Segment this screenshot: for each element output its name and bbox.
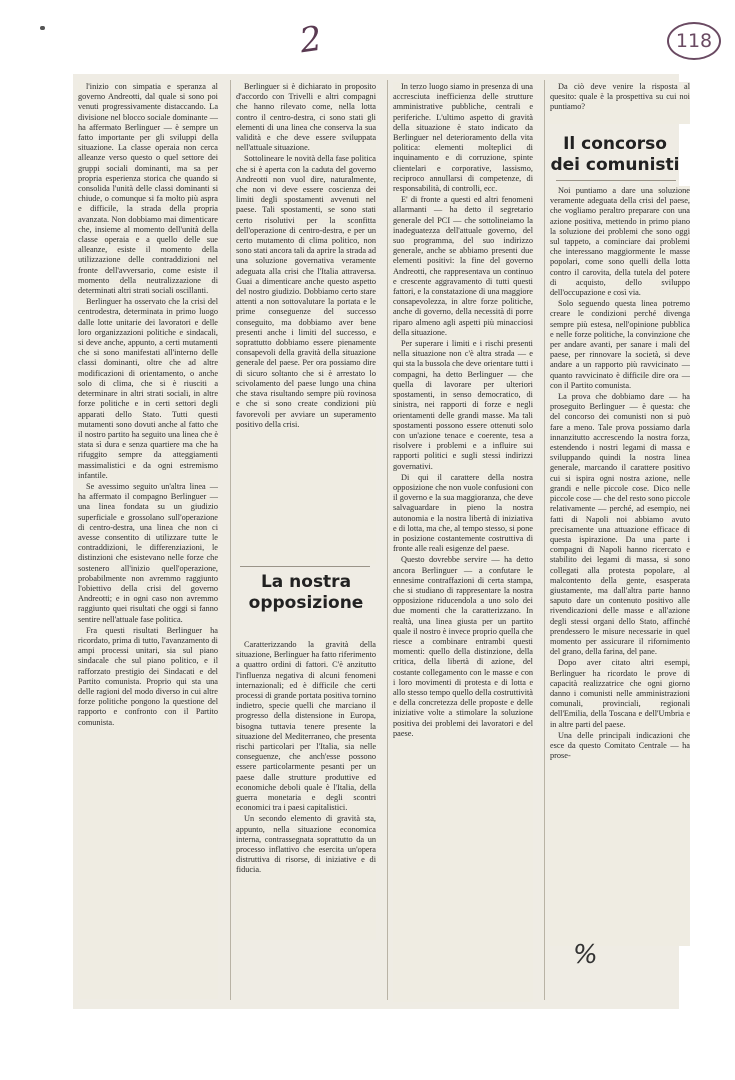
paragraph: Da ciò deve venire la risposta al quesito: quale è la prospettiva su cui noi puntiamo? bbox=[550, 82, 690, 112]
paragraph: Un secondo elemento di gravità sta, appunto, nella situazione economica interna, contrassegnata soprattutto da un processo inflattivo che esercita un'opera distruttiva di risorse, di iniziative e di fiducia. bbox=[236, 814, 376, 875]
heading-rule bbox=[240, 566, 370, 567]
paragraph: Per superare i limiti e i rischi presenti nella situazione non c'è altra strada — e qui sta la bussola che deve orientare tutti i compagni, ha detto Berlinguer — che quella di lavorare per ulteriori spostamenti, in senso democratico, di sinistra, nei rapporti di forze e negli orientamenti delle grandi masse. Ma tali spostamenti possono essere ottenuti solo con un'azione tenace e coerente, tesa a risolvere i problemi e a influire sui rapporti politici e sugli stessi indirizzi governativi. bbox=[393, 339, 533, 471]
paragraph: La prova che dobbiamo dare — ha proseguito Berlinguer — è questa: che del concorso dei comunisti non si può fare a meno. Tale prova possiamo darla innanzitutto accrescendo la nostra forza, estendendo i nostri legami di massa e sviluppando quindi la nostra linea generale, marcando il carattere positivo cui si ispira ogni nostra azione, nelle grandi e nelle piccole cose. Dico nelle piccole cose — che del resto sono piccole relativamente — perché, ad esempio, nei fatti di Napoli noi abbiamo avuto precisamente una attuazione efficace di questa ispirazione. Da una parte i compagni di Napoli hanno ricercato e stabilito dei legami di massa, si sono collegati alla protesta popolare, al malcontento della gente, esasperata giustamente, ma dall'altra parte hanno saputo dare un contenuto positivo alle rivendicazioni delle masse e all'azione degli stessi organi dello Stato, affinché prendessero le misure necessarie in quel momento per assicurare il rifornimento del grano, della farina, del pane. bbox=[550, 392, 690, 657]
heading-il-concorso-dei-comunisti: Il concorso dei comunisti bbox=[550, 134, 680, 175]
paragraph: Caratterizzando la gravità della situazione, Berlinguer ha fatto riferimento a quattro ordini di fattori. C'è anzitutto l'influenza negativa di alcuni fenomeni internazionali; ed è difficile che certi processi di grande portata positiva tornino indietro, specie quelli che marciano il progresso della distensione in Europa, bisogna tuttavia tenere presente la situazione del Mediterraneo, che presenta rischi particolari per l'Italia, sia nelle conseguenze, che anch'esse possono essere particolarmente pesanti per un paese dalle strutture produttive ed economiche deboli quale è l'Italia, della guerra monetaria e degli scontri economici tra i paesi capitalistici. bbox=[236, 640, 376, 813]
paragraph: In terzo luogo siamo in presenza di una accresciuta inefficienza delle strutture amministrative pubbliche, centrali e periferiche. L'ultimo aspetto di gravità della situazione è stato indicato da Berlinguer nel deterioramento della vita politica: elementi molteplici di inquinamento e di corruzione, spinte clientelari e corporative, lassismo, reciproco annullarsi di competenze, di responsabilità, di controlli, ecc. bbox=[393, 82, 533, 194]
article-column-2 bbox=[236, 82, 376, 564]
circled-archive-number: 118 bbox=[667, 22, 721, 60]
paragraph: Dopo aver citato altri esempi, Berlinguer ha ricordato le prove di capacità realizzatrice che ogni giorno danno i comunisti nelle amministrazioni comunali, provinciali, regionali dell'Emilia, della Toscana e dell'Umbria e in altre parti del paese. bbox=[550, 658, 690, 729]
paragraph: Solo seguendo questa linea potremo creare le condizioni perché divenga sempre più estesa, nell'opinione pubblica e nelle forze politiche, la convinzione che per andare avanti, per sanare i mali del paese, per rinnovare la società, si deve andare a un rapporto più ravvicinato — quanto ravvicinato è difficile dire ora — con il Partito comunista. bbox=[550, 299, 690, 390]
handwritten-page-number: 2 bbox=[297, 18, 325, 62]
paragraph: Una delle principali indicazioni che esce da questo Comitato Centrale — ha prose- bbox=[550, 730, 690, 761]
article-column-2-lower bbox=[236, 640, 376, 940]
column-separator bbox=[544, 80, 545, 1000]
article-column-4-top bbox=[550, 82, 690, 124]
paragraph: E' di fronte a questi ed altri fenomeni allarmanti — ha detto il segretario generale del PCI — che sottolineiamo la inadeguatezza dell'attuale governo, del suo programma, del suo indirizzo generale, anche se abbiamo presenti due elementi positivi: la fine del governo Andreotti, che rappresentava un continuo e crescente aggravamento di tutti questi fattori, e la constatazione di una maggiore consapevolezza, in altre forze politiche, anche di governo, della necessità di porre riparo almeno agli aspetti più minacciosi della situazione. bbox=[393, 195, 533, 337]
paragraph: Fra questi risultati Berlinguer ha ricordato, prima di tutto, l'avanzamento di ampi processi unitari, sia sul piano sindacale che sul piano politico, e il rafforzato prestigio dei Sindacati e del Partito comunista. Proprio qui sta una delle ragioni del modo diverso in cui altre forze politiche pongono la questione del rapporto e confronto con il Partito comunista. bbox=[78, 625, 218, 727]
column-separator bbox=[387, 80, 388, 1000]
handwritten-continuation-note: % bbox=[573, 940, 598, 970]
paragraph: Se avessimo seguito un'altra linea — ha affermato il compagno Berlinguer — una linea fondata su un giudizio superficiale e grossolano sull'operazione di centro-destra, una linea che non ci avesse consentito di utilizzare tutte le contraddizioni, le differenziazioni, le distinzioni che esistevano nelle forze che sostenero all'inizio quell'operazione, probabilmente non avremmo raggiunto l'obiettivo della crisi del governo Andreotti; e in ogni caso non avremmo raggiunto quei risultati che oggi si fanno sentire nell'attuale fase politica. bbox=[78, 481, 218, 624]
article-column-1 bbox=[78, 82, 218, 999]
paragraph: Berlinguer si è dichiarato in proposito d'accordo con Trivelli e altri compagni che hanno rilevato come, nella lotta contro il centro-destra, ci sono stati gli elementi di una linea che conserva la sua validità e che deve essere sviluppata nell'attuale situazione. bbox=[236, 82, 376, 153]
paragraph: l'inizio con simpatia e speranza al governo Andreotti, dal quale si sono poi venuti progressivamente distaccando. La divisione nel blocco sociale dominante — ha affermato Berlinguer — è sempre un fatto importante per gli sviluppi della situazione. La classe operaia non cerca alleanze verso questo o quel settore dei gruppi sociali dominanti, ma sa per propria esperienza storica che quando si consolida l'unità delle classi dominanti si chiude, o comunque si fa molto più aspra e difficile, la strada della propria avanzata. Non dobbiamo mai dimenticare che, insieme al momento dell'unità della classe operaia e a quello delle sue alleanze, esiste il momento della utilizzazione delle contraddizioni nel fronte dell'avversario, come esiste il momento della neutralizzazione di determinati altri strati sociali oscillanti. bbox=[78, 82, 218, 296]
paragraph: Di qui il carattere della nostra opposizione che non vuole confusioni con il governo e la sua maggioranza, che deve salvaguardare in pieno la nostra autonomia e la nostra libertà di iniziativa e di lotta, ma che, al tempo stesso, si pone in posizione costantemente costruttiva di fronte alle reali esigenze del paese. bbox=[393, 472, 533, 554]
scan-mark bbox=[40, 26, 45, 30]
article-column-3 bbox=[393, 82, 533, 1002]
paragraph: Sottolineare le novità della fase politica che si è aperta con la caduta del governo Andreotti non vuol dire, naturalmente, che non vi deve essere coscienza dei limiti degli spostamenti avvenuti nel paese. Tali spostamenti, se sono stati certo risolutivi per la sconfitta dell'operazione di centro-destra, e per un certo mutamento di clima politico, non sono stati ancora tali da aprire la strada ad una soluzione governativa veramente adeguata alla crisi che l'Italia attraversa. Guai a dimenticare anche questo aspetto del nostro giudizio. Dobbiamo certo stare attenti a non sottovalutare la portata e le prime conseguenze del successo conseguito, ma dobbiamo aver bene presenti anche i limiti del successo, e soprattutto dobbiamo essere pienamente consapevoli della gravità della situazione generale del paese. Per ora possiamo dire di sicuro soltanto che si è arrestato lo scivolamento del paese lungo una china che stava risultando sempre più rovinosa e che si sono create condizioni più favorevoli per avviare un superamento positivo della crisi. bbox=[236, 154, 376, 429]
paragraph: Berlinguer ha osservato che la crisi del centrodestra, determinata in primo luogo dalle lotte unitarie dei lavoratori e delle loro organizzazioni politiche e sindacali, si deve anche, appunto, a certi mutamenti che si sono manifestati all'interno delle classi dominanti, oltre che ad altre modificazioni di orientamento, o anche solo di clima, che si è riusciti a determinare in altri strati sociali, in altre forze politiche e in certi settori degli apparati dello Stato. Tutti questi mutamenti sono dovuti anche al fatto che il nostro partito ha seguito una linea che è stata sì dura e senza quartiere ma che ha rifuggito sempre da atteggiamenti massimalistici e da ogni estremismo infantile. bbox=[78, 297, 218, 480]
heading-la-nostra-opposizione: La nostra opposizione bbox=[248, 572, 364, 613]
paragraph: Noi puntiamo a dare una soluzione veramente adeguata della crisi del paese, che vogliamo peraltro preparare con una azione positiva, mettendo in primo piano la soluzione dei problemi che sono oggi sul tappeto, a cominciare dai problemi che interessano maggiormente le masse popolari, come sono quelli della lotta contro il carovita, della tutela del potere di acquisto, dello sviluppo dell'occupazione e così via. bbox=[550, 186, 690, 298]
paragraph: Questo dovrebbe servire — ha detto ancora Berlinguer — a confutare le ennesime contraffazioni di certa stampa, che si studiano di rappresentare la nostra opposizione riducendola a uno solo dei due momenti che la caratterizzano. In realtà, una linea giusta per un partito quale il nostro è invece proprio quella che riesce a combinare entrambi questi momenti: quello della distinzione, della critica, della libertà di azione, del costante collegamento con le masse e con i loro movimenti di protesta e di lotta e allo stesso tempo quello della costruttività e della concretezza delle proposte e delle iniziative volte a stimolare la soluzione positiva dei problemi dei lavoratori e del paese. bbox=[393, 555, 533, 738]
article-column-4 bbox=[550, 186, 690, 946]
heading-rule bbox=[556, 180, 676, 181]
column-separator bbox=[230, 80, 231, 1000]
